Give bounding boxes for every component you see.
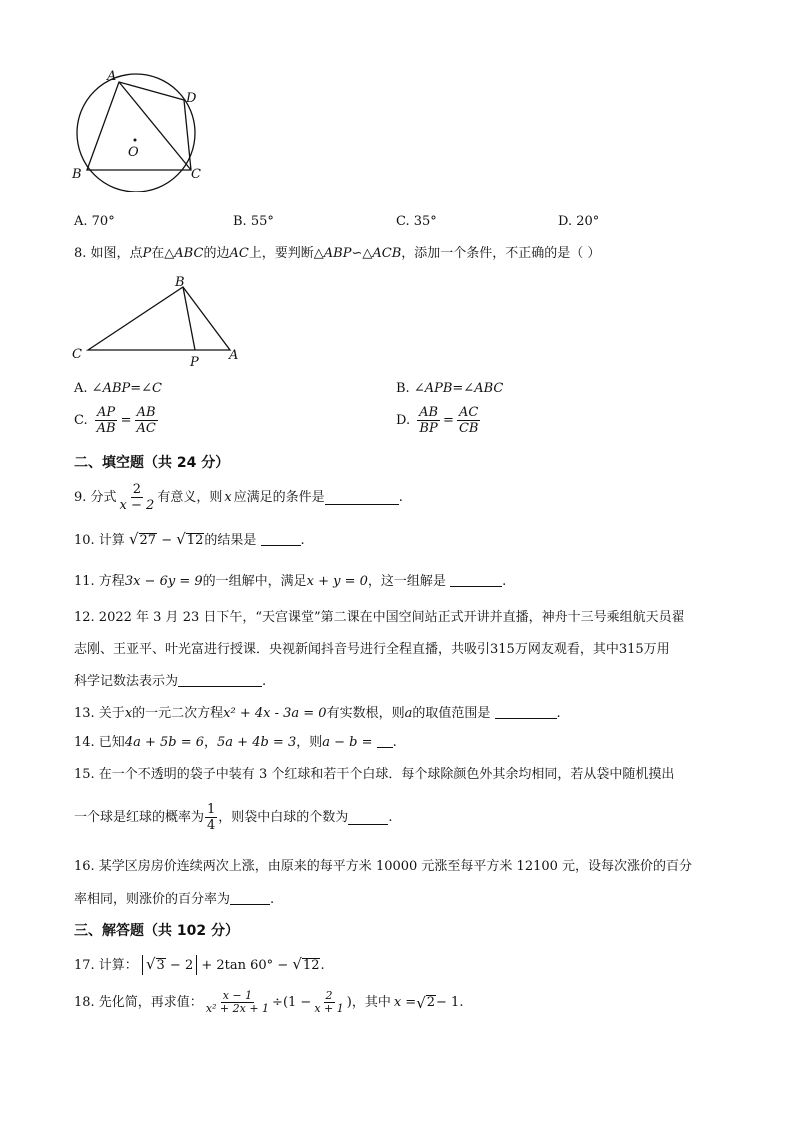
q9-answer-blank[interactable] bbox=[325, 490, 399, 505]
segment-bp bbox=[183, 287, 195, 350]
q12-line2: 志刚、王亚平、叶光富进行授课．央视新闻抖音号进行全程直播，共吸引315万网友观看，其中315万用 bbox=[74, 642, 670, 657]
q8-triangle-figure bbox=[66, 270, 256, 370]
label-d: D bbox=[186, 91, 197, 106]
q15-answer-blank[interactable] bbox=[348, 810, 388, 825]
q8-option-d: D. $\frac{AB}{BP}$ = $\frac{AC}{CB}$ bbox=[396, 405, 479, 436]
circle-o bbox=[77, 74, 195, 192]
q7-circle-figure bbox=[60, 62, 220, 192]
triangle-abc bbox=[88, 287, 230, 350]
center-dot bbox=[134, 139, 137, 142]
q7-option-c: C. 35° bbox=[396, 214, 437, 229]
q14-answer-blank[interactable] bbox=[377, 733, 393, 748]
q14: 14. 已知4a + 5b = 6，5a + 4b = 3，则a − b = . bbox=[74, 735, 397, 750]
q11: 11. 方程3x − 6y = 9的一组解中，满足x + y = 0，这一组解是 . bbox=[74, 574, 507, 589]
q8-option-c: C. $\frac{AP}{AB}$ = $\frac{AB}{AC}$ bbox=[74, 405, 156, 436]
q7-option-b: B. 55° bbox=[233, 214, 274, 229]
q8-stem: 8. 如图，点P在△ABC的边AC上，要判断△ABP∽△ACB，添加一个条件，不正确的是（ ） bbox=[74, 246, 601, 261]
label-a: A bbox=[229, 348, 239, 363]
q12-answer-blank[interactable] bbox=[178, 672, 262, 687]
label-b: B bbox=[72, 167, 82, 182]
q9: 9. 分式 $\frac{2}{x - 2}$ 有意义，则 x 应满足的条件是 . bbox=[74, 482, 403, 513]
q12-line1: 12. 2022 年 3 月 23 日下午，“天宫课堂”第二课在中国空间站正式开讲并直播，神舟十三号乘组航天员翟 bbox=[74, 610, 685, 625]
label-b: B bbox=[175, 275, 185, 290]
q16-line1: 16. 某学区房房价连续两次上涨，由原来的每平方米 10000 元涨至每平方米 12100 元，设每次涨价的百分 bbox=[74, 859, 693, 874]
label-c: C bbox=[191, 167, 201, 182]
q10: 10. 计算 √27 − √12的结果是 . bbox=[74, 530, 305, 548]
label-p: P bbox=[190, 355, 199, 370]
q17: 17. 计算： √3 − 2 + 2tan 60° − √12. bbox=[74, 955, 325, 973]
q15-line1: 15. 在一个不透明的袋子中装有 3 个红球和若干个白球．每个球除颜色外其余均相同，若从袋中随机摸出 bbox=[74, 767, 675, 782]
quadrilateral-abcd bbox=[87, 82, 191, 170]
q16-answer-blank[interactable] bbox=[230, 890, 270, 905]
section-3-heading: 三、解答题（共 102 分） bbox=[74, 923, 239, 939]
label-a: A bbox=[107, 69, 117, 84]
q7-option-d: D. 20° bbox=[558, 214, 600, 229]
q10-answer-blank[interactable] bbox=[261, 531, 301, 546]
q16-line2: 率相同，则涨价的百分率为 . bbox=[74, 892, 275, 907]
q13: 13. 关于x的一元二次方程x² + 4x - 3a = 0有实数根，则a的取值范围是 . bbox=[74, 706, 561, 721]
q15-line2: 一个球是红球的概率为 $\frac{1}{4}$ ，则袋中白球的个数为 . bbox=[74, 802, 393, 833]
q18: 18. 先化简，再求值： $\frac{x - 1}{\text{x² + 2x + 1}}$ ÷(1 − $\frac{2}{x + 1}$ ) ，其中 x = √ 2 − 1 . bbox=[74, 989, 464, 1015]
label-o: O bbox=[128, 145, 139, 160]
label-c: C bbox=[72, 347, 82, 362]
q7-option-a: A. 70° bbox=[74, 214, 115, 229]
q8-option-b: B. ∠APB=∠ABC bbox=[396, 381, 504, 396]
q12-line3: 科学记数法表示为 . bbox=[74, 674, 267, 689]
q13-answer-blank[interactable] bbox=[495, 704, 557, 719]
section-2-heading: 二、填空题（共 24 分） bbox=[74, 455, 230, 471]
q8-option-a: A. ∠ABP=∠C bbox=[74, 381, 162, 396]
q11-answer-blank[interactable] bbox=[450, 572, 502, 587]
